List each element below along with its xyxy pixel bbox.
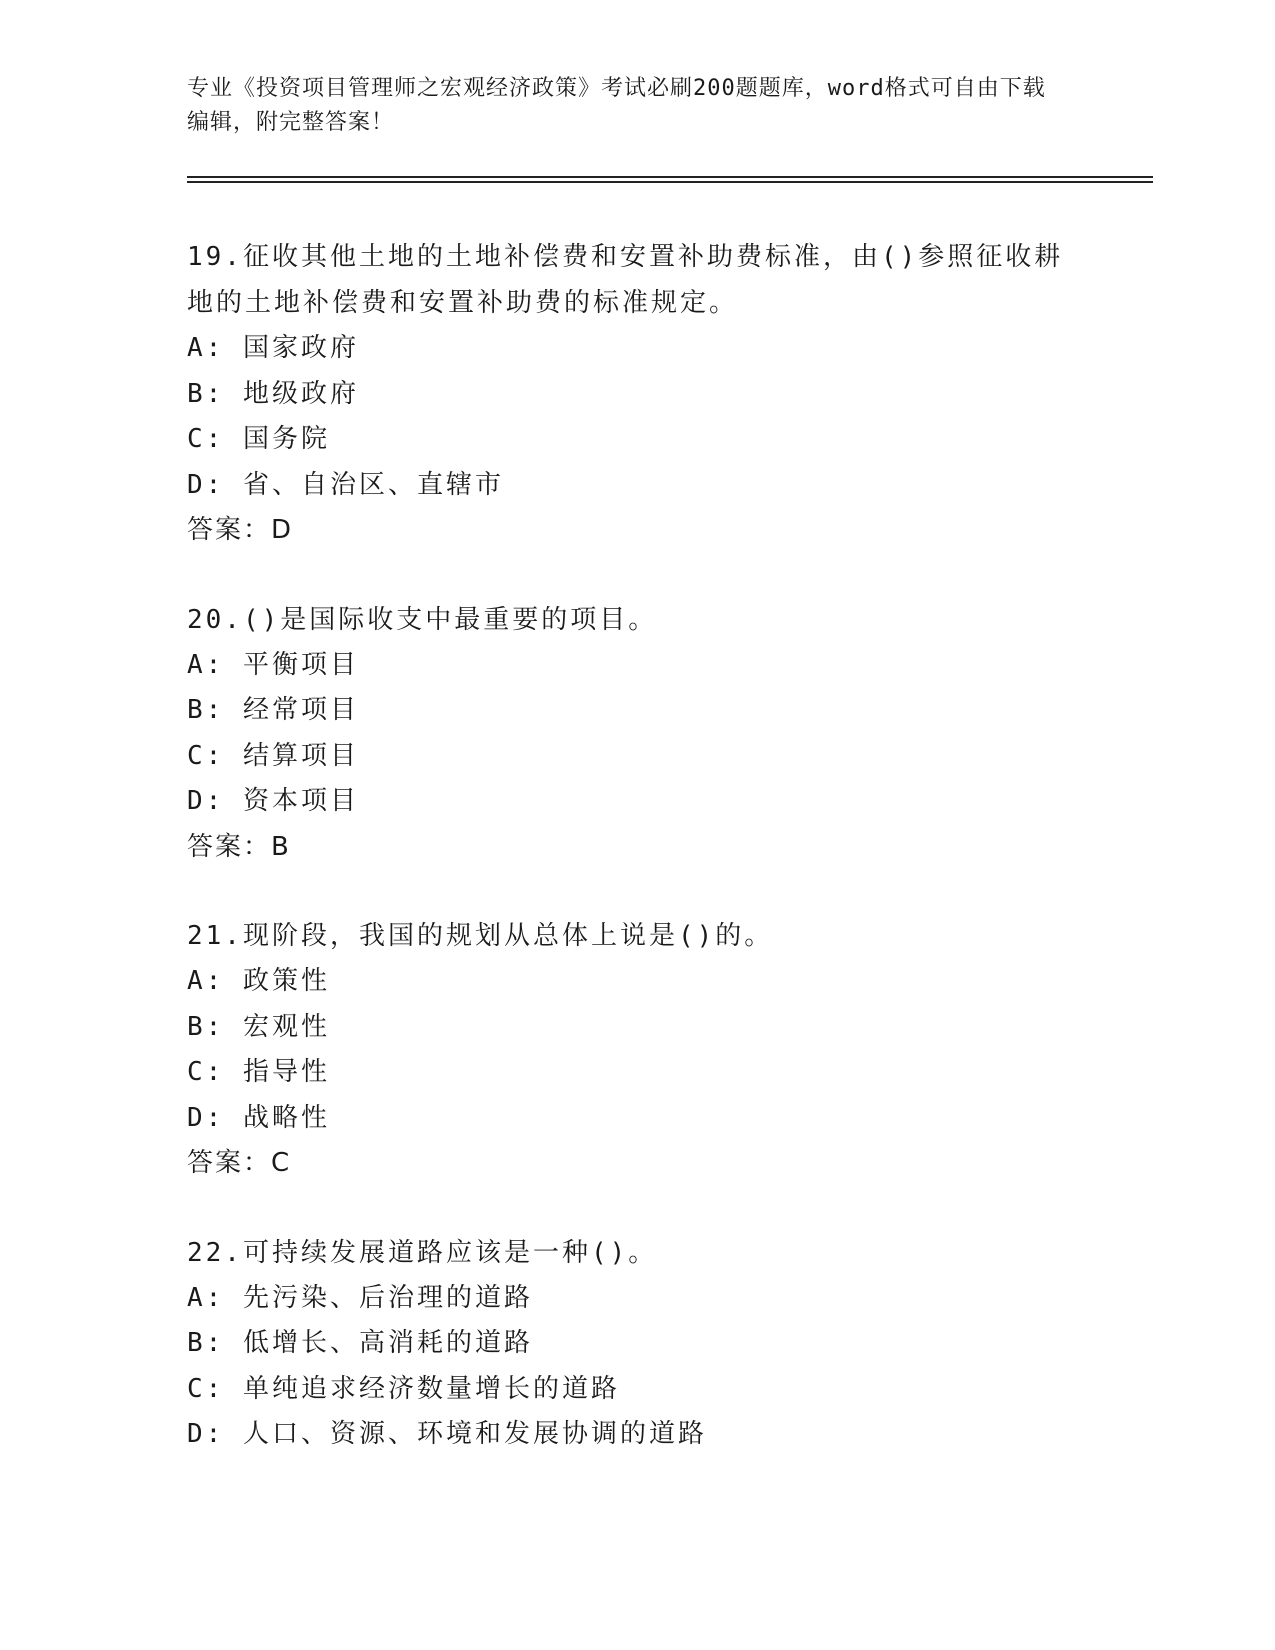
answer-text: 答案：D — [187, 515, 294, 545]
question-19 — [187, 234, 1087, 554]
answer-text: 答案：C — [187, 1148, 292, 1178]
document-intro: 专业《投资项目管理师之宏观经济政策》考试必刷200题题库，word格式可自由下载编辑，附完整答案！ — [187, 76, 1046, 135]
option-c: C: 国务院 — [187, 424, 330, 454]
header-divider-bottom — [187, 181, 1153, 183]
option-d: D: 人口、资源、环境和发展协调的道路 — [187, 1419, 707, 1449]
question-22 — [187, 1230, 1087, 1458]
question-21 — [187, 913, 1087, 1187]
answer-text: 答案：B — [187, 831, 291, 862]
option-c: C: 结算项目 — [187, 740, 359, 771]
question-text: 20.()是国际收支中最重要的项目。 — [187, 604, 658, 635]
header-divider-top — [187, 176, 1153, 178]
option-b: B: 经常项目 — [187, 695, 359, 725]
question-text: 22.可持续发展道路应该是一种()。 — [187, 1237, 658, 1268]
option-a: A: 政策性 — [187, 966, 330, 996]
option-d: D: 资本项目 — [187, 786, 359, 816]
question-text: 19.征收其他土地的土地补偿费和安置补助费标准，由()参照征收耕地的土地补偿费和安置补助费的标准规定。 — [187, 242, 1064, 318]
question-20 — [187, 597, 1087, 871]
option-d: D: 战略性 — [187, 1102, 330, 1133]
option-b: B: 地级政府 — [187, 378, 359, 409]
question-text: 21.现阶段，我国的规划从总体上说是()的。 — [187, 921, 774, 951]
option-a: A: 先污染、后治理的道路 — [187, 1282, 533, 1313]
option-a: A: 平衡项目 — [187, 649, 359, 680]
option-c: C: 单纯追求经济数量增长的道路 — [187, 1373, 620, 1404]
option-d: D: 省、自治区、直辖市 — [187, 469, 504, 500]
option-b: B: 低增长、高消耗的道路 — [187, 1328, 533, 1358]
option-b: B: 宏观性 — [187, 1011, 330, 1042]
question-list — [187, 234, 1087, 1501]
option-a: A: 国家政府 — [187, 333, 359, 363]
option-c: C: 指导性 — [187, 1057, 330, 1087]
